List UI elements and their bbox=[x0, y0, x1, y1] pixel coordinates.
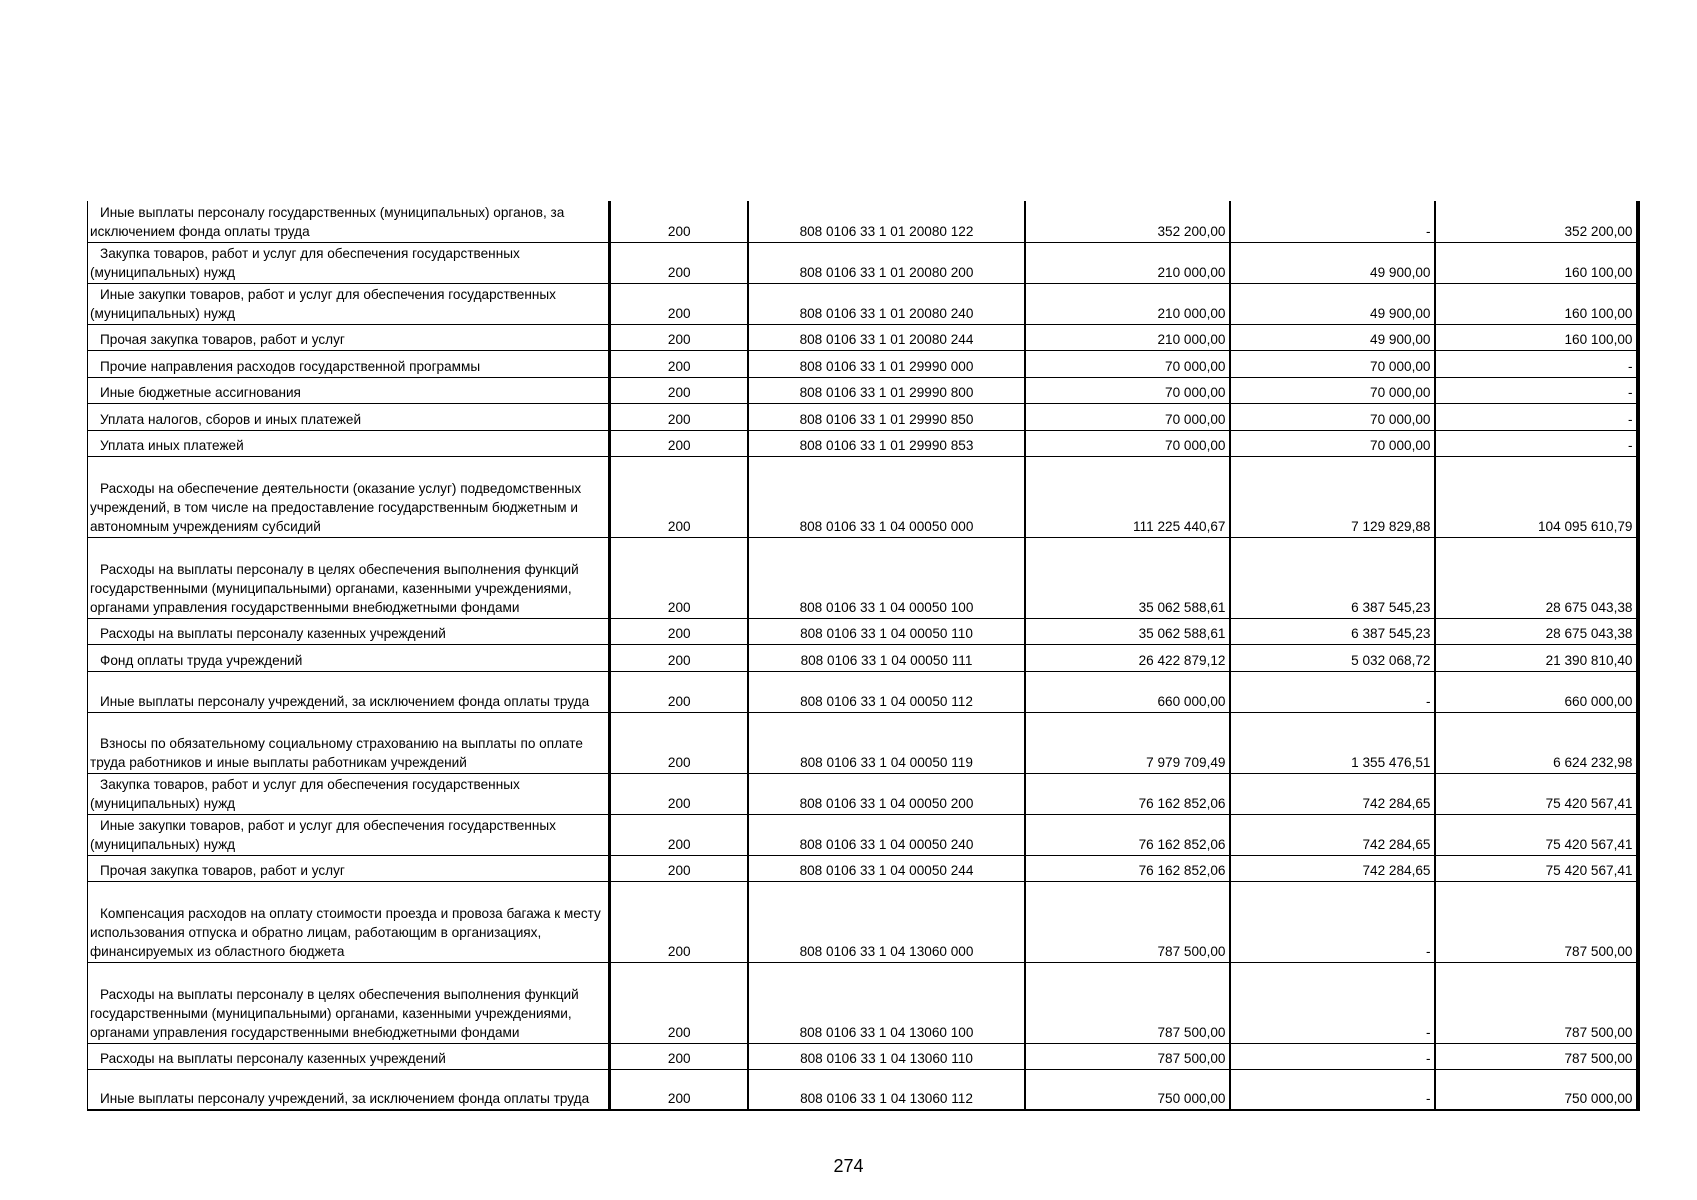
cell-name bbox=[88, 201, 610, 242]
cell-line-code: 200 bbox=[610, 242, 748, 283]
table-row bbox=[88, 377, 1638, 403]
cell-name bbox=[88, 1043, 610, 1069]
cell-approved: 750 000,00 bbox=[1025, 1069, 1230, 1110]
cell-unexecuted: 160 100,00 bbox=[1435, 283, 1638, 324]
cell-name bbox=[88, 456, 610, 537]
table-row bbox=[88, 881, 1638, 962]
table-row bbox=[88, 644, 1638, 671]
row-label: Закупка товаров, работ и услуг для обеспечения государственных (муниципальных) нужд bbox=[90, 245, 520, 280]
cell-budget-code: 808 0106 33 1 04 00050 112 bbox=[748, 671, 1025, 712]
budget-execution-table bbox=[87, 201, 1640, 1111]
cell-executed: 49 900,00 bbox=[1230, 283, 1435, 324]
row-label: Взносы по обязательному социальному страхованию на выплаты по оплате труда работников и иные выплаты работникам учреждений bbox=[90, 735, 583, 770]
cell-budget-code: 808 0106 33 1 01 20080 200 bbox=[748, 242, 1025, 283]
cell-budget-code: 808 0106 33 1 04 00050 200 bbox=[748, 773, 1025, 814]
cell-approved: 26 422 879,12 bbox=[1025, 644, 1230, 671]
cell-name bbox=[88, 644, 610, 671]
cell-unexecuted: 750 000,00 bbox=[1435, 1069, 1638, 1110]
cell-unexecuted: 75 420 567,41 bbox=[1435, 773, 1638, 814]
cell-budget-code: 808 0106 33 1 01 29990 853 bbox=[748, 430, 1025, 456]
row-label: Иные закупки товаров, работ и услуг для обеспечения государственных (муниципальных) нужд bbox=[90, 286, 556, 321]
cell-line-code: 200 bbox=[610, 430, 748, 456]
cell-line-code: 200 bbox=[610, 814, 748, 855]
cell-unexecuted: 787 500,00 bbox=[1435, 881, 1638, 962]
cell-executed: 70 000,00 bbox=[1230, 430, 1435, 456]
cell-approved: 787 500,00 bbox=[1025, 1043, 1230, 1069]
cell-line-code: 200 bbox=[610, 855, 748, 881]
table-row bbox=[88, 201, 1638, 242]
cell-approved: 35 062 588,61 bbox=[1025, 618, 1230, 644]
table-row bbox=[88, 855, 1638, 881]
cell-budget-code: 808 0106 33 1 04 00050 111 bbox=[748, 644, 1025, 671]
cell-unexecuted: 160 100,00 bbox=[1435, 324, 1638, 350]
table-row bbox=[88, 403, 1638, 430]
cell-executed: 742 284,65 bbox=[1230, 773, 1435, 814]
row-label: Прочая закупка товаров, работ и услуг bbox=[100, 331, 345, 347]
cell-unexecuted: 75 420 567,41 bbox=[1435, 814, 1638, 855]
cell-executed: 70 000,00 bbox=[1230, 350, 1435, 377]
cell-name bbox=[88, 712, 610, 773]
cell-executed: - bbox=[1230, 1069, 1435, 1110]
cell-line-code: 200 bbox=[610, 773, 748, 814]
table-row bbox=[88, 537, 1638, 618]
cell-executed: 70 000,00 bbox=[1230, 403, 1435, 430]
cell-budget-code: 808 0106 33 1 01 29990 000 bbox=[748, 350, 1025, 377]
page-number: 274 bbox=[833, 1156, 864, 1176]
cell-executed: - bbox=[1230, 881, 1435, 962]
cell-name bbox=[88, 537, 610, 618]
cell-executed: 1 355 476,51 bbox=[1230, 712, 1435, 773]
cell-line-code: 200 bbox=[610, 403, 748, 430]
row-label: Закупка товаров, работ и услуг для обеспечения государственных (муниципальных) нужд bbox=[90, 776, 520, 811]
cell-budget-code: 808 0106 33 1 04 13060 000 bbox=[748, 881, 1025, 962]
cell-unexecuted: 28 675 043,38 bbox=[1435, 537, 1638, 618]
cell-name bbox=[88, 403, 610, 430]
cell-line-code: 200 bbox=[610, 456, 748, 537]
table-row bbox=[88, 814, 1638, 855]
cell-name bbox=[88, 430, 610, 456]
cell-line-code: 200 bbox=[610, 1069, 748, 1110]
cell-unexecuted: 160 100,00 bbox=[1435, 242, 1638, 283]
cell-budget-code: 808 0106 33 1 01 20080 244 bbox=[748, 324, 1025, 350]
table-row bbox=[88, 712, 1638, 773]
row-label: Уплата иных платежей bbox=[100, 437, 244, 453]
row-label: Расходы на выплаты персоналу в целях обеспечения выполнения функций государственными (муниципальными) органами, казенными учреждениями, органами управления государственными внебюджетными фондами bbox=[90, 986, 579, 1040]
cell-executed: 6 387 545,23 bbox=[1230, 537, 1435, 618]
table-row bbox=[88, 1043, 1638, 1069]
cell-unexecuted: - bbox=[1435, 403, 1638, 430]
cell-approved: 111 225 440,67 bbox=[1025, 456, 1230, 537]
row-label: Расходы на обеспечение деятельности (оказание услуг) подведомственных учреждений, в том числе на предоставление государственным бюджетным и автономным учреждениям субсидий bbox=[90, 480, 582, 534]
cell-budget-code: 808 0106 33 1 01 29990 800 bbox=[748, 377, 1025, 403]
row-label: Иные выплаты персоналу учреждений, за исключением фонда оплаты труда bbox=[100, 1091, 590, 1106]
cell-budget-code: 808 0106 33 1 04 13060 110 bbox=[748, 1043, 1025, 1069]
cell-unexecuted: 787 500,00 bbox=[1435, 962, 1638, 1043]
cell-executed: 49 900,00 bbox=[1230, 242, 1435, 283]
cell-name bbox=[88, 283, 610, 324]
row-label: Прочая закупка товаров, работ и услуг bbox=[100, 862, 345, 878]
cell-name bbox=[88, 324, 610, 350]
table-row bbox=[88, 350, 1638, 377]
row-label: Прочие направления расходов государственной программы bbox=[100, 358, 481, 374]
cell-executed: 6 387 545,23 bbox=[1230, 618, 1435, 644]
cell-name bbox=[88, 855, 610, 881]
table-row bbox=[88, 456, 1638, 537]
cell-unexecuted: 787 500,00 bbox=[1435, 1043, 1638, 1069]
cell-approved: 76 162 852,06 bbox=[1025, 814, 1230, 855]
row-label: Расходы на выплаты персоналу в целях обеспечения выполнения функций государственными (муниципальными) органами, казенными учреждениями, органами управления государственными внебюджетными фондами bbox=[90, 561, 579, 615]
cell-budget-code: 808 0106 33 1 04 00050 000 bbox=[748, 456, 1025, 537]
cell-executed: - bbox=[1230, 1043, 1435, 1069]
cell-line-code: 200 bbox=[610, 350, 748, 377]
cell-executed: 49 900,00 bbox=[1230, 324, 1435, 350]
cell-unexecuted: 660 000,00 bbox=[1435, 671, 1638, 712]
cell-line-code: 200 bbox=[610, 644, 748, 671]
cell-approved: 76 162 852,06 bbox=[1025, 773, 1230, 814]
cell-executed: - bbox=[1230, 201, 1435, 242]
cell-approved: 210 000,00 bbox=[1025, 242, 1230, 283]
table-row bbox=[88, 618, 1638, 644]
cell-approved: 660 000,00 bbox=[1025, 671, 1230, 712]
cell-budget-code: 808 0106 33 1 04 00050 240 bbox=[748, 814, 1025, 855]
cell-line-code: 200 bbox=[610, 618, 748, 644]
cell-line-code: 200 bbox=[610, 537, 748, 618]
cell-name bbox=[88, 814, 610, 855]
cell-unexecuted: 75 420 567,41 bbox=[1435, 855, 1638, 881]
table-body bbox=[88, 201, 1638, 1110]
cell-approved: 70 000,00 bbox=[1025, 350, 1230, 377]
cell-approved: 76 162 852,06 bbox=[1025, 855, 1230, 881]
row-label: Уплата налогов, сборов и иных платежей bbox=[100, 411, 362, 427]
cell-approved: 787 500,00 bbox=[1025, 881, 1230, 962]
cell-line-code: 200 bbox=[610, 881, 748, 962]
cell-unexecuted: - bbox=[1435, 350, 1638, 377]
cell-unexecuted: - bbox=[1435, 377, 1638, 403]
table-row bbox=[88, 671, 1638, 712]
cell-line-code: 200 bbox=[610, 712, 748, 773]
cell-unexecuted: 28 675 043,38 bbox=[1435, 618, 1638, 644]
row-label: Фонд оплаты труда учреждений bbox=[100, 652, 303, 668]
row-label: Иные закупки товаров, работ и услуг для обеспечения государственных (муниципальных) нужд bbox=[90, 817, 556, 852]
cell-unexecuted: 21 390 810,40 bbox=[1435, 644, 1638, 671]
cell-name bbox=[88, 962, 610, 1043]
cell-approved: 70 000,00 bbox=[1025, 430, 1230, 456]
cell-line-code: 200 bbox=[610, 283, 748, 324]
table-row bbox=[88, 283, 1638, 324]
row-label: Иные выплаты персоналу учреждений, за исключением фонда оплаты труда bbox=[100, 693, 590, 709]
table-row bbox=[88, 242, 1638, 283]
cell-executed: 5 032 068,72 bbox=[1230, 644, 1435, 671]
cell-executed: - bbox=[1230, 671, 1435, 712]
row-label: Расходы на выплаты персоналу казенных учреждений bbox=[100, 1050, 446, 1066]
row-label: Иные выплаты персоналу государственных (муниципальных) органов, за исключением фонда оплаты труда bbox=[90, 204, 565, 239]
cell-budget-code: 808 0106 33 1 01 20080 122 bbox=[748, 201, 1025, 242]
cell-name bbox=[88, 671, 610, 712]
cell-name bbox=[88, 377, 610, 403]
cell-executed: 7 129 829,88 bbox=[1230, 456, 1435, 537]
cell-line-code: 200 bbox=[610, 962, 748, 1043]
row-label: Иные бюджетные ассигнования bbox=[100, 384, 301, 400]
cell-line-code: 200 bbox=[610, 1043, 748, 1069]
cell-name bbox=[88, 618, 610, 644]
table-row bbox=[88, 1069, 1638, 1110]
cell-budget-code: 808 0106 33 1 04 00050 119 bbox=[748, 712, 1025, 773]
cell-unexecuted: - bbox=[1435, 430, 1638, 456]
cell-name bbox=[88, 1069, 610, 1110]
row-label: Расходы на выплаты персоналу казенных учреждений bbox=[100, 625, 446, 641]
cell-executed: 742 284,65 bbox=[1230, 814, 1435, 855]
cell-executed: 742 284,65 bbox=[1230, 855, 1435, 881]
cell-budget-code: 808 0106 33 1 04 00050 110 bbox=[748, 618, 1025, 644]
cell-budget-code: 808 0106 33 1 04 13060 100 bbox=[748, 962, 1025, 1043]
cell-unexecuted: 352 200,00 bbox=[1435, 201, 1638, 242]
cell-budget-code: 808 0106 33 1 04 00050 100 bbox=[748, 537, 1025, 618]
cell-line-code: 200 bbox=[610, 201, 748, 242]
cell-approved: 787 500,00 bbox=[1025, 962, 1230, 1043]
cell-executed: - bbox=[1230, 962, 1435, 1043]
cell-name bbox=[88, 773, 610, 814]
cell-executed: 70 000,00 bbox=[1230, 377, 1435, 403]
cell-approved: 7 979 709,49 bbox=[1025, 712, 1230, 773]
cell-name bbox=[88, 242, 610, 283]
cell-approved: 35 062 588,61 bbox=[1025, 537, 1230, 618]
table-row bbox=[88, 430, 1638, 456]
cell-approved: 210 000,00 bbox=[1025, 324, 1230, 350]
cell-line-code: 200 bbox=[610, 377, 748, 403]
table-row bbox=[88, 962, 1638, 1043]
table-row bbox=[88, 324, 1638, 350]
cell-name bbox=[88, 350, 610, 377]
cell-line-code: 200 bbox=[610, 671, 748, 712]
cell-approved: 352 200,00 bbox=[1025, 201, 1230, 242]
cell-budget-code: 808 0106 33 1 04 13060 112 bbox=[748, 1069, 1025, 1110]
cell-unexecuted: 104 095 610,79 bbox=[1435, 456, 1638, 537]
table-row bbox=[88, 773, 1638, 814]
cell-budget-code: 808 0106 33 1 01 29990 850 bbox=[748, 403, 1025, 430]
cell-approved: 70 000,00 bbox=[1025, 403, 1230, 430]
cell-unexecuted: 6 624 232,98 bbox=[1435, 712, 1638, 773]
cell-approved: 210 000,00 bbox=[1025, 283, 1230, 324]
cell-approved: 70 000,00 bbox=[1025, 377, 1230, 403]
cell-name bbox=[88, 881, 610, 962]
row-label: Компенсация расходов на оплату стоимости проезда и провоза багажа к месту использования отпуска и обратно лицам, работающим в организациях, финансируемых из областного бюджета bbox=[90, 905, 601, 959]
cell-line-code: 200 bbox=[610, 324, 748, 350]
cell-budget-code: 808 0106 33 1 04 00050 244 bbox=[748, 855, 1025, 881]
cell-budget-code: 808 0106 33 1 01 20080 240 bbox=[748, 283, 1025, 324]
